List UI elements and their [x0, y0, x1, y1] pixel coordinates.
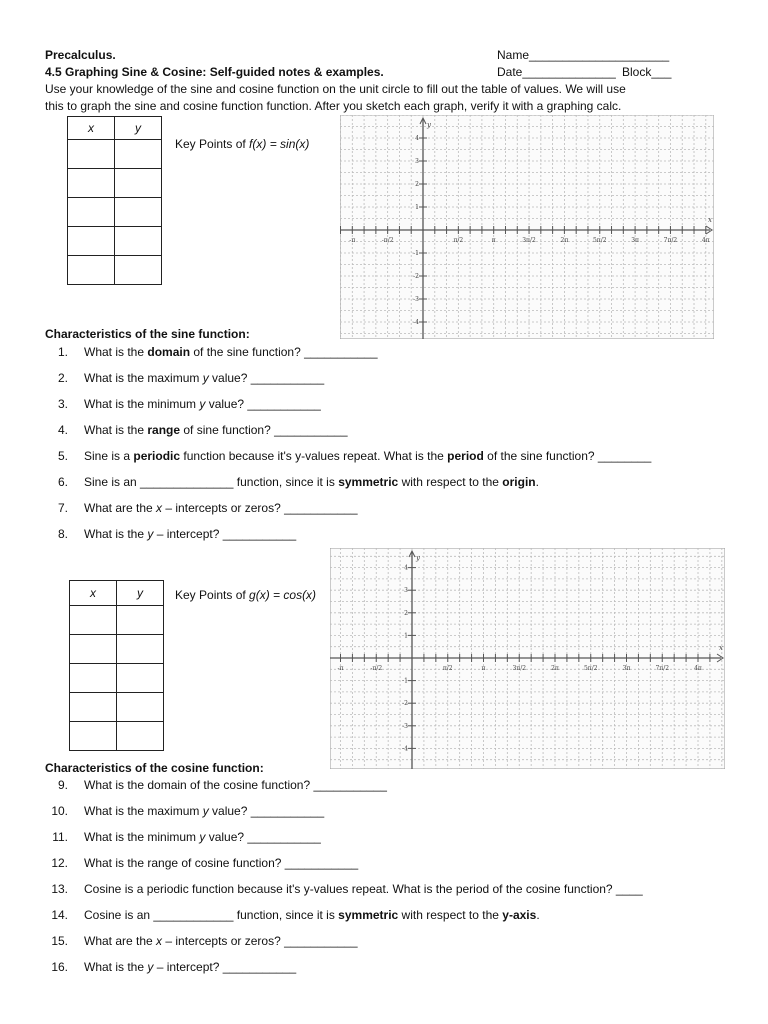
table-cell-y[interactable] [117, 606, 164, 635]
table-cell-y[interactable] [117, 722, 164, 751]
text-segment: What is the [84, 527, 148, 541]
x-tick-label: 4π [701, 237, 710, 244]
table-cell-x[interactable] [68, 227, 115, 256]
sine-question-2[interactable] [84, 371, 324, 385]
text-segment: value? ___________ [208, 804, 325, 818]
table-cell-y[interactable] [117, 635, 164, 664]
y-tick-label: 3 [415, 158, 419, 165]
x-tick-label: 7π/2 [663, 237, 678, 244]
block-field[interactable]: Block___ [622, 65, 672, 79]
italic-text: y [202, 804, 209, 818]
table-row [68, 140, 162, 169]
name-field[interactable]: Name_____________________ [497, 48, 670, 62]
cosine-question-9[interactable] [84, 778, 387, 792]
x-tick-label: 7π/2 [655, 665, 670, 672]
graph-background [340, 115, 714, 339]
text-segment: of the sine function? ___________ [190, 345, 378, 359]
italic-text: y [199, 397, 206, 411]
sine-key-points-label [175, 137, 309, 151]
text-segment: – intercept? ___________ [153, 527, 297, 541]
x-tick-label: 3π/2 [512, 665, 527, 672]
intro-line-1: Use your knowledge of the sine and cosine function on the unit circle to fill out the table of values. We will use [45, 82, 626, 96]
bold-text: periodic [133, 449, 181, 463]
text-segment: Cosine is an ____________ function, since it is [84, 908, 339, 922]
intro-line-2: this to graph the sine and cosine function function. After you sketch each graph, verify it with a graphing calc. [45, 99, 622, 113]
table-header-row [68, 117, 162, 140]
table-row [68, 256, 162, 285]
text-segment: – intercepts or zeros? ___________ [162, 934, 358, 948]
text-segment: – intercept? ___________ [153, 960, 297, 974]
x-tick-label: 5π/2 [592, 237, 607, 244]
sine-question-5[interactable] [84, 449, 651, 463]
cosine-question-15[interactable] [84, 934, 358, 948]
y-tick-label: 2 [415, 181, 419, 188]
text-segment: – intercepts or zeros? ___________ [162, 501, 358, 515]
worksheet-title: 4.5 Graphing Sine & Cosine: Self-guided notes & examples. [45, 65, 384, 79]
question-number: 16. [51, 960, 68, 974]
y-tick-label: -3 [413, 296, 419, 303]
sine-question-1[interactable] [84, 345, 378, 359]
table-row [68, 169, 162, 198]
x-tick-label: -π [349, 237, 356, 244]
cosine-question-10[interactable] [84, 804, 324, 818]
table-cell-y[interactable] [117, 693, 164, 722]
text-segment: What are the [84, 934, 157, 948]
table-row [70, 635, 164, 664]
text-segment: with respect to the [398, 475, 503, 489]
text-segment: What is the minimum [84, 830, 200, 844]
text-segment: of the sine function? ________ [483, 449, 652, 463]
x-tick-label: -π/2 [370, 665, 383, 672]
table-row [70, 664, 164, 693]
y-axis-label: y [416, 554, 420, 562]
sine-question-6[interactable] [84, 475, 539, 489]
course-title: Precalculus. [45, 48, 116, 62]
text-segment: What is the maximum [84, 371, 203, 385]
question-number: 3. [57, 397, 68, 411]
italic-text: g(x) = cos(x) [249, 588, 317, 602]
sine-characteristics-heading: Characteristics of the sine function: [45, 327, 250, 341]
italic-text: y [147, 527, 154, 541]
text-segment: What is the [84, 345, 148, 359]
text-segment: function because it's y-values repeat. What is the [180, 449, 448, 463]
x-tick-label: 4π [694, 665, 702, 672]
table-cell-y[interactable] [115, 169, 162, 198]
table-cell-x[interactable] [70, 664, 117, 693]
table-cell-x[interactable] [68, 140, 115, 169]
table-row [70, 693, 164, 722]
table-row [70, 722, 164, 751]
x-tick-label: π [491, 237, 496, 244]
question-number: 4. [57, 423, 68, 437]
question-number: 5. [57, 449, 68, 463]
bold-text: symmetric [338, 908, 399, 922]
question-number: 7. [57, 501, 68, 515]
text-segment: Sine is an ______________ function, since it is [84, 475, 339, 489]
question-number: 15. [51, 934, 68, 948]
bold-text: origin [502, 475, 536, 489]
bold-text: symmetric [338, 475, 399, 489]
italic-text: f(x) = sin(x) [249, 137, 310, 151]
table-cell-y[interactable] [115, 198, 162, 227]
sine-question-4[interactable] [84, 423, 348, 437]
sine-question-7[interactable] [84, 501, 358, 515]
text-segment: What is the minimum [84, 397, 200, 411]
question-number: 12. [51, 856, 68, 870]
table-cell-x[interactable] [70, 606, 117, 635]
italic-text: y [147, 960, 154, 974]
italic-text: x [156, 501, 163, 515]
column-header-y: y [115, 117, 162, 140]
sine-question-8[interactable] [84, 527, 296, 541]
column-header-x: x [68, 117, 115, 140]
cosine-question-16[interactable] [84, 960, 296, 974]
table-row [68, 227, 162, 256]
y-tick-label: -2 [413, 273, 419, 280]
text-segment: What are the [84, 501, 157, 515]
table-cell-x[interactable] [68, 256, 115, 285]
table-cell-y[interactable] [115, 140, 162, 169]
y-tick-label: -1 [413, 250, 419, 257]
y-tick-label: 2 [404, 609, 408, 617]
table-cell-x[interactable] [70, 722, 117, 751]
y-axis-label: y [427, 121, 431, 129]
sine-graph-grid[interactable] [340, 115, 714, 339]
text-segment: value? ___________ [208, 371, 325, 385]
bold-text: period [447, 449, 484, 463]
y-tick-label: 3 [404, 587, 408, 595]
x-tick-label: 2π [560, 237, 569, 244]
text-segment: Key Points of [175, 137, 250, 151]
table-row [70, 606, 164, 635]
bold-text: range [147, 423, 181, 437]
table-cell-x[interactable] [70, 693, 117, 722]
text-segment: What is the domain of the cosine function? ___________ [84, 778, 387, 792]
y-tick-label: -1 [402, 677, 408, 685]
y-tick-label: 4 [415, 135, 419, 142]
x-tick-label: π/2 [442, 665, 453, 672]
text-segment: . [535, 475, 539, 489]
y-tick-label: -4 [402, 745, 408, 753]
table-row [68, 198, 162, 227]
question-number: 11. [52, 830, 68, 844]
cosine-question-12[interactable] [84, 856, 358, 870]
y-tick-label: 4 [404, 564, 408, 572]
question-number: 2. [57, 371, 68, 385]
table-cell-x[interactable] [70, 635, 117, 664]
italic-text: x [156, 934, 163, 948]
x-tick-label: -π [337, 665, 344, 672]
sine-value-table [67, 116, 162, 285]
x-tick-label: 3π/2 [522, 237, 536, 244]
cosine-graph-grid[interactable] [330, 548, 725, 769]
cosine-key-points-label [175, 588, 316, 602]
text-segment: Cosine is a periodic function because it's y-values repeat. What is the period of the cosine function? ____ [84, 882, 643, 896]
question-number: 1. [57, 345, 68, 359]
italic-text: y [199, 830, 206, 844]
text-segment: value? ___________ [205, 830, 321, 844]
table-cell-x[interactable] [68, 198, 115, 227]
question-number: 8. [57, 527, 68, 541]
date-field[interactable]: Date______________ [497, 65, 616, 79]
italic-text: y [202, 371, 209, 385]
sine-question-3[interactable] [84, 397, 321, 411]
x-tick-label: 3π [622, 665, 631, 672]
text-segment: Key Points of [175, 588, 250, 602]
text-segment: with respect to the [398, 908, 503, 922]
x-axis-label: x [708, 216, 712, 224]
question-number: 9. [57, 778, 68, 792]
text-segment: What is the [84, 960, 148, 974]
x-tick-label: -π/2 [381, 237, 394, 244]
text-segment: value? ___________ [205, 397, 321, 411]
text-segment: What is the range of cosine function? ___________ [84, 856, 359, 870]
text-segment: What is the [84, 423, 148, 437]
column-header-x: x [70, 581, 117, 606]
table-header-row [70, 581, 164, 606]
y-tick-label: -2 [402, 700, 408, 708]
column-header-y: y [117, 581, 164, 606]
text-segment: of sine function? ___________ [180, 423, 348, 437]
x-tick-label: π/2 [453, 237, 464, 244]
cosine-question-11[interactable] [84, 830, 321, 844]
table-cell-x[interactable] [68, 169, 115, 198]
cosine-characteristics-heading: Characteristics of the cosine function: [45, 761, 264, 775]
bold-text: domain [147, 345, 191, 359]
cosine-question-14[interactable] [84, 908, 540, 922]
table-cell-y[interactable] [115, 256, 162, 285]
y-tick-label: 1 [404, 632, 408, 640]
cosine-value-table [69, 580, 164, 751]
question-number: 13. [51, 882, 68, 896]
x-axis-label: x [719, 644, 723, 652]
text-segment: Sine is a [84, 449, 134, 463]
x-tick-label: π [481, 665, 486, 672]
y-tick-label: -4 [413, 319, 419, 326]
x-tick-label: 2π [551, 665, 559, 672]
cosine-question-13[interactable] [84, 882, 643, 896]
text-segment: . [536, 908, 540, 922]
bold-text: y-axis [502, 908, 537, 922]
y-tick-label: -3 [402, 722, 408, 730]
table-cell-y[interactable] [115, 227, 162, 256]
y-tick-label: 1 [415, 204, 419, 211]
table-cell-y[interactable] [117, 664, 164, 693]
text-segment: What is the maximum [84, 804, 203, 818]
x-tick-label: 3π [631, 237, 639, 244]
question-number: 10. [51, 804, 68, 818]
question-number: 14. [51, 908, 68, 922]
x-tick-label: 5π/2 [583, 665, 598, 672]
question-number: 6. [57, 475, 68, 489]
